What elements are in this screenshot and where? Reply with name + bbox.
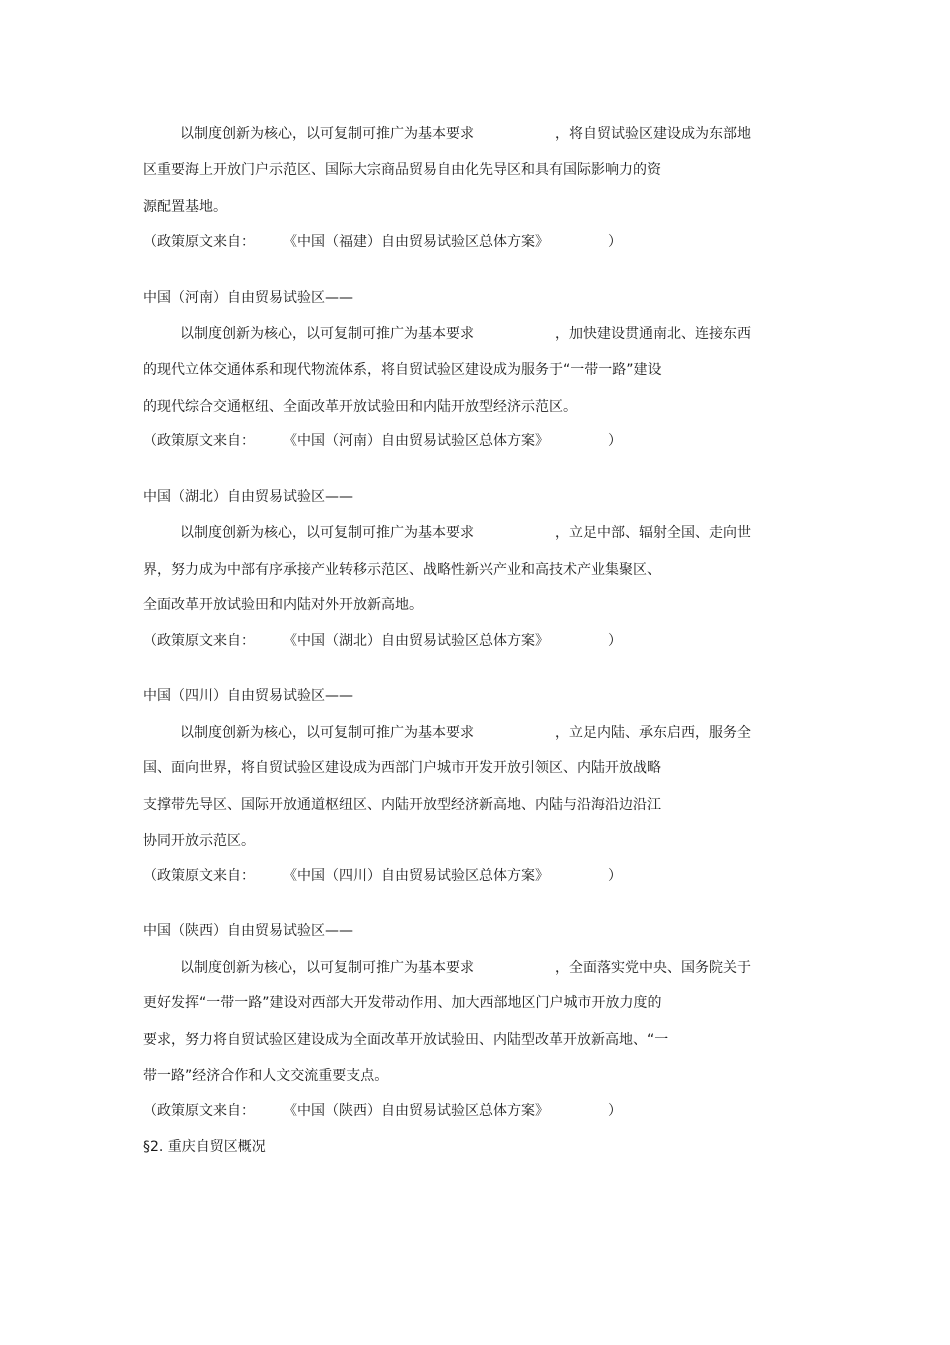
sichuan-paragraph-line-3: 支撑带先导区、国际开放通道枢纽区、内陆开放型经济新高地、内陆与沿海沿边沿江 xyxy=(143,797,661,813)
section-heading: §2. 重庆自贸区概况 xyxy=(143,1139,266,1155)
source-title: 《中国（福建）自由贸易试验区总体方案》 xyxy=(283,234,549,250)
sichuan-paragraph-line-4: 协同开放示范区。 xyxy=(143,833,255,849)
sichuan-paragraph-text: ，立足内陆、承东启西，服务全 xyxy=(555,725,751,741)
hubei-paragraph-text: 以制度创新为核心，以可复制可推广为基本要求 xyxy=(180,525,474,541)
source-suffix: ） xyxy=(608,234,622,250)
hubei-heading: 中国（湖北）自由贸易试验区—— xyxy=(143,489,353,505)
hubei-paragraph-line-2: 界，努力成为中部有序承接产业转移示范区、战略性新兴产业和高技术产业集聚区、 xyxy=(143,562,661,578)
source-prefix: （政策原文来自： xyxy=(143,868,255,884)
henan-heading: 中国（河南）自由贸易试验区—— xyxy=(143,290,353,306)
shaanxi-paragraph-line-3: 要求，努力将自贸试验区建设成为全面改革开放试验田、内陆型改革开放新高地、“一 xyxy=(143,1032,669,1048)
fujian-paragraph-text: 以制度创新为核心，以可复制可推广为基本要求 xyxy=(180,126,474,142)
henan-paragraph-text: ，加快建设贯通南北、连接东西 xyxy=(555,326,751,342)
source-title: 《中国（四川）自由贸易试验区总体方案》 xyxy=(283,868,549,884)
fujian-paragraph-text: ，将自贸试验区建设成为东部地 xyxy=(555,126,751,142)
hubei-paragraph-text: ，立足中部、辐射全国、走向世 xyxy=(555,525,751,541)
source-prefix: （政策原文来自： xyxy=(143,1103,255,1119)
source-suffix: ） xyxy=(608,433,622,449)
shaanxi-heading: 中国（陕西）自由贸易试验区—— xyxy=(143,923,353,939)
source-suffix: ） xyxy=(608,868,622,884)
source-suffix: ） xyxy=(608,633,622,649)
shaanxi-paragraph-text: 以制度创新为核心，以可复制可推广为基本要求 xyxy=(180,960,474,976)
hubei-paragraph-line-3: 全面改革开放试验田和内陆对外开放新高地。 xyxy=(143,597,423,613)
shaanxi-paragraph-line-4: 带一路”经济合作和人文交流重要支点。 xyxy=(143,1068,389,1084)
shaanxi-paragraph-line-2: 更好发挥“一带一路”建设对西部大开发带动作用、加大西部地区门户城市开放力度的 xyxy=(143,995,662,1011)
source-prefix: （政策原文来自： xyxy=(143,633,255,649)
source-title: 《中国（湖北）自由贸易试验区总体方案》 xyxy=(283,633,549,649)
source-prefix: （政策原文来自： xyxy=(143,433,255,449)
shaanxi-paragraph-text: ，全面落实党中央、国务院关于 xyxy=(555,960,751,976)
fujian-paragraph-line-3: 源配置基地。 xyxy=(143,199,227,215)
source-prefix: （政策原文来自： xyxy=(143,234,255,250)
henan-paragraph-text: 以制度创新为核心，以可复制可推广为基本要求 xyxy=(180,326,474,342)
source-title: 《中国（陕西）自由贸易试验区总体方案》 xyxy=(283,1103,549,1119)
source-title: 《中国（河南）自由贸易试验区总体方案》 xyxy=(283,433,549,449)
fujian-paragraph-line-2: 区重要海上开放门户示范区、国际大宗商品贸易自由化先导区和具有国际影响力的资 xyxy=(143,162,661,178)
sichuan-paragraph-line-2: 国、面向世界，将自贸试验区建设成为西部门户城市开发开放引领区、内陆开放战略 xyxy=(143,760,661,776)
henan-paragraph-line-2: 的现代立体交通体系和现代物流体系，将自贸试验区建设成为服务于“一带一路”建设 xyxy=(143,362,662,378)
sichuan-paragraph-text: 以制度创新为核心，以可复制可推广为基本要求 xyxy=(180,725,474,741)
source-suffix: ） xyxy=(608,1103,622,1119)
sichuan-heading: 中国（四川）自由贸易试验区—— xyxy=(143,688,353,704)
henan-paragraph-line-3: 的现代综合交通枢纽、全面改革开放试验田和内陆开放型经济示范区。 xyxy=(143,399,577,415)
